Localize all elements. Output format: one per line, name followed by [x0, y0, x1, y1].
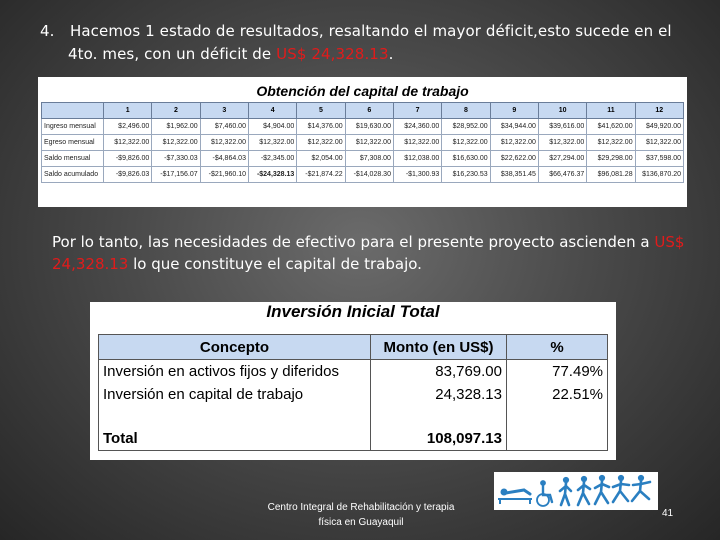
amount-header: Monto (en US$) — [371, 335, 507, 360]
title-line-1 — [40, 20, 680, 43]
table-row — [42, 119, 684, 135]
value-cell: $7,460.00 — [200, 119, 248, 135]
value-cell: -$9,826.03 — [104, 167, 152, 183]
value-cell: $12,322.00 — [490, 135, 538, 151]
header-corner-cell — [42, 103, 104, 119]
value-cell: $12,322.00 — [393, 135, 441, 151]
value-cell: -$17,156.07 — [152, 167, 200, 183]
total-percent-cell — [507, 426, 608, 451]
investment-table-image — [90, 302, 616, 460]
value-cell: $7,308.00 — [345, 151, 393, 167]
rehabilitation-figures-icon — [494, 472, 658, 510]
row-label: Saldo mensual — [42, 151, 104, 167]
spacer-cell — [99, 406, 371, 426]
spacer-cell — [371, 406, 507, 426]
value-cell: $39,616.00 — [538, 119, 586, 135]
value-cell: -$1,300.93 — [393, 167, 441, 183]
percent-header: % — [507, 335, 608, 360]
value-cell: $14,376.00 — [297, 119, 345, 135]
value-cell: $1,962.00 — [152, 119, 200, 135]
month-header: 3 — [200, 103, 248, 119]
spacer-row — [99, 406, 608, 426]
value-cell: -$7,330.03 — [152, 151, 200, 167]
capital-table-header-row — [42, 103, 684, 119]
paragraph-suffix: lo que constituye el capital de trabajo. — [128, 255, 422, 273]
investment-table — [98, 334, 608, 451]
value-cell: $27,294.00 — [538, 151, 586, 167]
value-cell: $12,322.00 — [200, 135, 248, 151]
value-cell: $16,230.53 — [442, 167, 490, 183]
value-cell: -$9,826.00 — [104, 151, 152, 167]
rehabilitation-figures-svg — [494, 472, 658, 510]
value-cell: $12,038.00 — [393, 151, 441, 167]
footer-line-1: Centro Integral de Rehabilitación y terapia — [267, 502, 455, 513]
capital-table-image — [38, 77, 687, 207]
value-cell: $12,322.00 — [248, 135, 296, 151]
row-label: Saldo acumulado — [42, 167, 104, 183]
value-cell: -$2,345.00 — [248, 151, 296, 167]
slide-title — [40, 20, 680, 66]
value-cell: $12,322.00 — [297, 135, 345, 151]
value-cell: $12,322.00 — [635, 135, 683, 151]
value-cell: $29,298.00 — [587, 151, 635, 167]
table-row — [42, 151, 684, 167]
value-cell: $12,322.00 — [152, 135, 200, 151]
amount-cell: 83,769.00 — [371, 360, 507, 384]
value-cell: $12,322.00 — [538, 135, 586, 151]
table-row — [99, 360, 608, 384]
concept-cell: Inversión en capital de trabajo — [99, 383, 371, 406]
value-cell: $136,870.20 — [635, 167, 683, 183]
value-cell: $12,322.00 — [104, 135, 152, 151]
title-line2-prefix: 4to. mes, con un déficit de — [68, 45, 277, 63]
amount-cell: 24,328.13 — [371, 383, 507, 406]
row-label: Egreso mensual — [42, 135, 104, 151]
capital-table — [41, 102, 684, 183]
month-header: 12 — [635, 103, 683, 119]
value-cell: -$21,960.10 — [200, 167, 248, 183]
value-cell: $96,081.28 — [587, 167, 635, 183]
conclusion-paragraph — [52, 231, 692, 275]
month-header: 1 — [104, 103, 152, 119]
footer-line-2: física en Guayaquil — [318, 517, 404, 528]
total-row — [99, 426, 608, 451]
month-header: 9 — [490, 103, 538, 119]
month-header: 6 — [345, 103, 393, 119]
value-cell: -$21,874.22 — [297, 167, 345, 183]
month-header: 7 — [393, 103, 441, 119]
value-cell: -$14,028.30 — [345, 167, 393, 183]
value-cell: $22,622.00 — [490, 151, 538, 167]
value-cell: $12,322.00 — [442, 135, 490, 151]
value-cell: -$24,328.13 — [248, 167, 296, 183]
value-cell: $24,360.00 — [393, 119, 441, 135]
table-row — [42, 167, 684, 183]
spacer-cell — [507, 406, 608, 426]
month-header: 8 — [442, 103, 490, 119]
value-cell: $38,351.45 — [490, 167, 538, 183]
month-header: 5 — [297, 103, 345, 119]
value-cell: $49,920.00 — [635, 119, 683, 135]
footer-text — [252, 500, 470, 530]
value-cell: $12,322.00 — [345, 135, 393, 151]
table-row — [99, 383, 608, 406]
page-number: 41 — [662, 508, 674, 519]
percent-cell: 77.49% — [507, 360, 608, 384]
table-row — [42, 135, 684, 151]
title-line2-suffix: . — [388, 45, 394, 63]
percent-cell: 22.51% — [507, 383, 608, 406]
investment-header-row — [99, 335, 608, 360]
value-cell: $2,054.00 — [297, 151, 345, 167]
value-cell: $66,476.37 — [538, 167, 586, 183]
deficit-amount: US$ 24,328.13 — [276, 45, 389, 63]
total-amount: 108,097.13 — [371, 426, 507, 451]
concept-header: Concepto — [99, 335, 371, 360]
title-text: Hacemos 1 estado de resultados, resaltando el mayor déficit,esto sucede en el — [70, 22, 672, 40]
value-cell: $16,630.00 — [442, 151, 490, 167]
value-cell: $34,944.00 — [490, 119, 538, 135]
paragraph-text: Por lo tanto, las necesidades de efectivo para el presente proyecto ascienden a — [52, 233, 655, 251]
value-cell: $28,952.00 — [442, 119, 490, 135]
total-label: Total — [99, 426, 371, 451]
value-cell: $37,598.00 — [635, 151, 683, 167]
value-cell: $2,496.00 — [104, 119, 152, 135]
investment-table-caption: Inversión Inicial Total — [266, 302, 440, 321]
row-label: Ingreso mensual — [42, 119, 104, 135]
month-header: 10 — [538, 103, 586, 119]
month-header: 2 — [152, 103, 200, 119]
value-cell: $12,322.00 — [587, 135, 635, 151]
working-capital-amount: US$ 24,328.13 — [52, 233, 685, 273]
value-cell: $41,620.00 — [587, 119, 635, 135]
item-number: 4. — [40, 22, 55, 40]
title-line-2 — [40, 43, 680, 66]
value-cell: $19,630.00 — [345, 119, 393, 135]
value-cell: $4,904.00 — [248, 119, 296, 135]
value-cell: -$4,864.03 — [200, 151, 248, 167]
month-header: 11 — [587, 103, 635, 119]
capital-table-caption: Obtención del capital de trabajo — [256, 83, 469, 99]
concept-cell: Inversión en activos fijos y diferidos — [99, 360, 371, 384]
month-header: 4 — [248, 103, 296, 119]
